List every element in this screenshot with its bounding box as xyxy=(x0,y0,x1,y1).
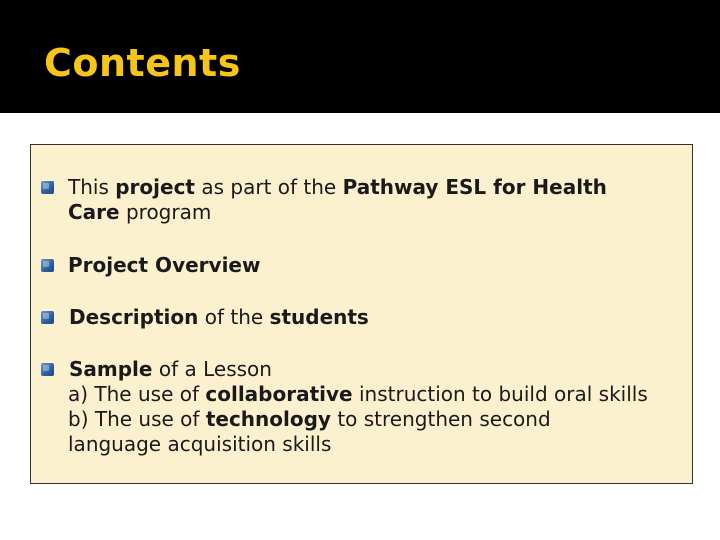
content-box xyxy=(30,144,693,484)
slide-title: Contents xyxy=(44,41,241,85)
bullet-item-overview xyxy=(49,253,260,278)
title-bar xyxy=(0,0,720,113)
bullet-item-description xyxy=(49,305,369,330)
bullet-text: This project as part of the Pathway ESL for Health Care program xyxy=(68,175,607,224)
checkbox-bullet-icon xyxy=(41,181,54,194)
bullet-text: Description of the students xyxy=(69,305,369,329)
bullet-item-project xyxy=(49,175,607,225)
checkbox-bullet-icon xyxy=(41,259,54,272)
checkbox-bullet-icon xyxy=(41,311,54,324)
checkbox-bullet-icon xyxy=(41,363,54,376)
bullet-item-sample xyxy=(49,357,648,457)
sub-item-collaborative: a) The use of collaborative instruction to build oral skills xyxy=(68,382,648,406)
bullet-text: Project Overview xyxy=(68,253,261,277)
bullet-text: Sample of a Lesson xyxy=(69,357,272,381)
sub-item-technology: b) The use of technology to strengthen second language acquisition skills xyxy=(68,407,551,456)
